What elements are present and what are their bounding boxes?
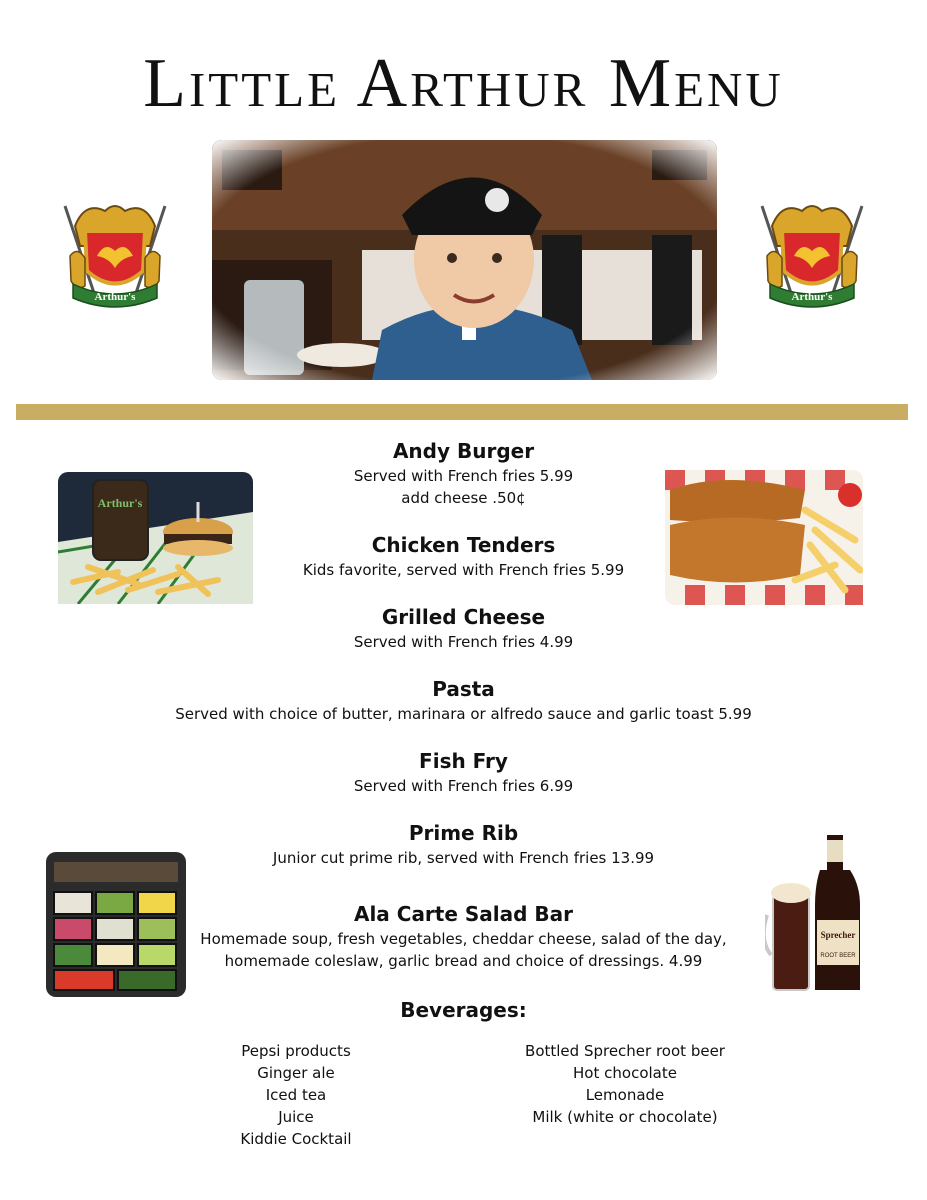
item-name: Prime Rib: [408, 821, 519, 845]
beverage-item: Pepsi products: [241, 1042, 351, 1060]
item-name: Ala Carte Salad Bar: [353, 902, 574, 926]
menu-item-pasta: [0, 675, 927, 725]
crest-logo-right: [752, 196, 872, 316]
beverage-item: Hot chocolate: [573, 1064, 677, 1082]
beverages-heading: Beverages:: [400, 998, 527, 1022]
beverage-item: Ginger ale: [257, 1064, 335, 1082]
crest-logo-left: [55, 196, 175, 316]
beverage-item: Bottled Sprecher root beer: [525, 1042, 725, 1060]
gold-divider: [16, 404, 908, 420]
menu-item-chicken-tenders: [0, 531, 927, 581]
menu-item-fish-fry: [0, 747, 927, 797]
beverage-item: Lemonade: [585, 1086, 665, 1104]
item-name: Grilled Cheese: [381, 605, 546, 629]
beverage-item: Juice: [278, 1108, 314, 1126]
item-description: homemade coleslaw, garlic bread and choice of dressings. 4.99: [224, 952, 703, 970]
item-description: Served with French fries 6.99: [353, 777, 574, 795]
beverages-left-list: [196, 1040, 396, 1150]
item-description: Served with French fries 4.99: [353, 633, 574, 651]
item-name: Andy Burger: [392, 439, 535, 463]
item-description: Kids favorite, served with French fries 5.99: [302, 561, 625, 579]
bottle-brand-text: Sprecher: [820, 930, 856, 940]
salad-bar-photo: [46, 852, 186, 997]
item-description: Served with choice of butter, marinara or alfredo sauce and garlic toast 5.99: [175, 705, 752, 723]
main-photo-boy: [212, 140, 717, 380]
item-description: Junior cut prime rib, served with French fries 13.99: [272, 849, 655, 867]
beverage-item: Milk (white or chocolate): [532, 1108, 718, 1126]
beverages-right-list: [500, 1040, 750, 1128]
menu-title: Little Arthur Menu: [143, 45, 784, 122]
beverage-item: Iced tea: [265, 1086, 327, 1104]
crest-banner-text: Arthur's: [94, 291, 136, 303]
menu-item-grilled-cheese: [0, 603, 927, 653]
beverage-item: Kiddie Cocktail: [240, 1130, 352, 1148]
item-name: Pasta: [432, 677, 495, 701]
item-description: Served with French fries 5.99: [353, 467, 574, 485]
glass-logo-text: Arthur's: [97, 496, 143, 510]
item-name: Chicken Tenders: [371, 533, 556, 557]
root-beer-photo: [765, 835, 865, 997]
item-description: add cheese .50¢: [401, 489, 526, 507]
crest-banner-text: Arthur's: [791, 291, 833, 303]
item-name: Fish Fry: [419, 749, 508, 773]
item-description: Homemade soup, fresh vegetables, cheddar cheese, salad of the day,: [200, 930, 727, 948]
bottle-type-text: ROOT BEER: [820, 953, 856, 959]
menu-item-andy-burger: [0, 437, 927, 509]
